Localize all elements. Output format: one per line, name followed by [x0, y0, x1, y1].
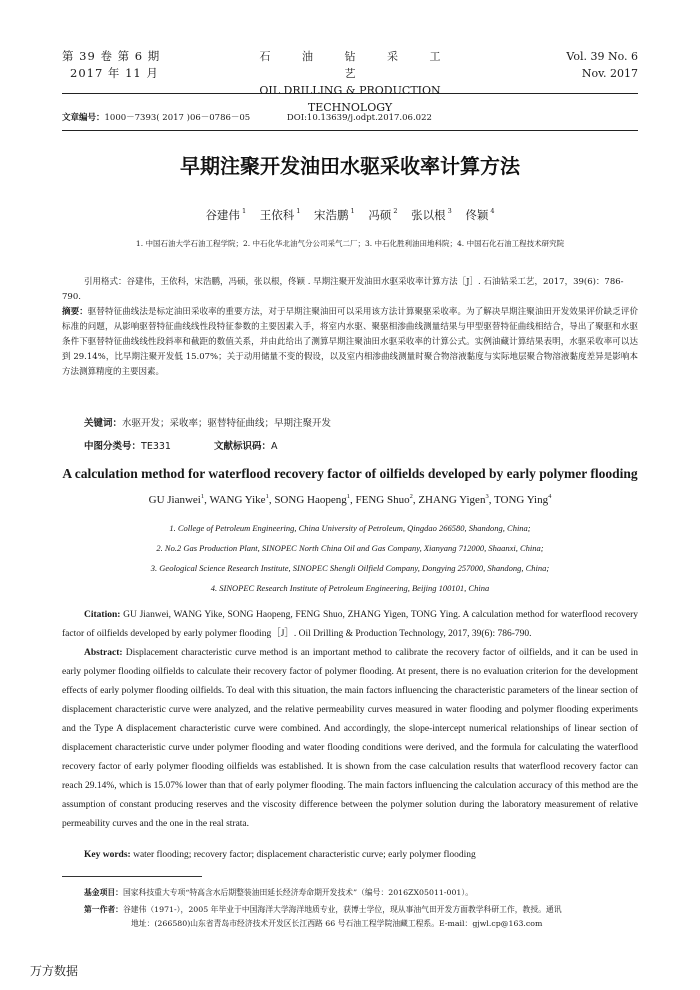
affiliations-cn: 1. 中国石油大学石油工程学院；2. 中石化华北油气分公司采气二厂；3. 中石化胜利油田地科院；4. 中国石化石油工程技术研究院 [135, 239, 565, 248]
author-cn: 王依科 $^1$ [259, 207, 301, 222]
issue-number-cn: 第 39 卷 第 6 期 [62, 49, 161, 63]
citation-cn [62, 275, 638, 305]
affiliation-en: 1. College of Petroleum Engineering, China University of Petroleum, Qingdao 266580, Shandong, China; [169, 523, 531, 533]
header-rule [62, 93, 638, 94]
issue-info-en [518, 48, 638, 82]
title-en: A calculation method for waterflood recovery factor of oilfields developed by early polymer flooding [62, 466, 638, 481]
author-cn: 张以根 $^3$ [411, 207, 452, 222]
article-number: 1000－7393( 2017 )06－0786－05 [104, 113, 251, 123]
abstract-en [62, 644, 638, 834]
issue-info-cn [62, 48, 202, 82]
author-cn: 冯硕 $^2$ [368, 207, 398, 222]
abstract-cn-label: 摘要： [62, 307, 88, 317]
author-en: ZHANG Yigen$^3$, [418, 493, 495, 506]
classification-cn [84, 438, 278, 452]
funding-note [84, 886, 638, 900]
citation-cn-label: 引用格式： [84, 277, 127, 287]
journal-name-en: OIL DRILLING & PRODUCTION TECHNOLOGY [259, 84, 441, 114]
doc-code: A [271, 441, 278, 452]
footnote-rule [62, 876, 202, 877]
first-author-text: 谷建伟（1971-），2005 年毕业于中国海洋大学海洋地质专业，获博士学位，现从事油气田开发方面教学科研工作，教授。通讯 [122, 905, 562, 914]
affiliations-en [62, 518, 638, 598]
author-list-en [62, 493, 638, 506]
keywords-en-label: Key words: [84, 850, 131, 860]
author-list-cn [62, 207, 638, 223]
author-cn: 谷建伟 $^1$ [205, 207, 247, 222]
wanfang-watermark: 万方数据 [30, 964, 79, 978]
author-en: GU Jianwei$^1$, [148, 493, 210, 506]
issue-date-cn: 2017 年 11 月 [70, 66, 159, 80]
keywords-en-text: water flooding; recovery factor; displacement characteristic curve; early polymer flooding [133, 850, 476, 860]
date-en: Nov. 2017 [581, 67, 638, 80]
citation-en-text: GU Jianwei, WANG Yike, SONG Haopeng, FENG Shuo, ZHANG Yigen, TONG Ying. A calculation method for waterflood recovery factor of oilfields developed by early polymer flooding［J］. Oil Drilling & Production Technology, 2017, 39(6): 786-790. [62, 610, 639, 639]
author-en: WANG Yike$^1$, [209, 493, 275, 506]
keywords-cn-text: 水驱开发；采收率；驱替特征曲线；早期注聚开发 [122, 418, 332, 429]
keywords-cn [84, 415, 331, 429]
clc-label: 中图分类号： [84, 441, 142, 452]
keywords-en [84, 850, 476, 860]
abstract-en-text: Displacement characteristic curve method is an important method to calibrate the recovery factor of oilfields, and it can be used in early polymer flooding oilfields to calculate their recovery factor of polymer flooding. At present, there is no evaluation criterion for the development effects of early polymer flooding oilfields. To deal with this situation, the main factors influencing the characteristic parameters of the linear section of displacement characteristic curve were analyzed, and the relative permeability curves measured in water flooding and polymer flooding experiments and the Type A displacement characteristic curve were combined. And accordingly, the slope-intercept numerical relationships of linear section of displacement characteristic curve under polymer flooding and water flooding conditions were derived, and the formula for calculating the waterflood recovery factor of early polymer flooding oilfields was established. It is shown from the case calculation results that waterflood recovery factor can reach 29.14%, which is 15.07% lower than that of early polymer flooding. The main factors influencing the calculation accuracy of this method are the assumption of constant producing reserves and the viscosity difference between the polymer solution during the laboratory measurement of relative permeability curves and the one in the real strata. [62, 648, 638, 829]
funding-label: 基金项目： [84, 888, 123, 897]
affiliation-en: 3. Geological Science Research Institute, SINOPEC Shengli Oilfield Company, Dongying 257000, Shandong, China; [150, 563, 550, 573]
meta-rule [62, 130, 638, 131]
doc-code-label: 文献标识码： [214, 441, 272, 452]
first-author-label: 第一作者： [84, 905, 123, 914]
journal-name [230, 48, 470, 116]
abstract-cn-text: 驱替特征曲线法是标定油田采收率的重要方法，对于早期注聚油田可以采用该方法计算聚驱采收率。为了解决早期注聚油田开发效果评价缺乏评价标准的问题，从影响驱替特征曲线线性段特征参数的主要因素入手，将室内水驱、聚驱相渗曲线测量结果与甲型驱替特征曲线相结合，导出了聚驱和水驱条件下驱替特征曲线线性段斜率和截距的数值关系，并由此给出了测算早期注聚油田水驱采收率的计算公式。实例油藏计算结果表明，水驱采收率可以达到 29.14%，比早期注聚开发低 15.07%；关于动用储量不变的假设，以及室内相渗曲线测量时聚合物溶液黏度与实际地层聚合物溶液黏度差异是影响本方法测算精度的主要因素。 [62, 307, 638, 377]
author-address: 地址：(266580)山东省青岛市经济技术开发区长江西路 66 号石油工程学院油藏工程系。E-mail：gjwl.cp@163.com [131, 919, 543, 928]
abstract-en-label: Abstract: [84, 648, 123, 658]
author-en: SONG Haopeng$^1$, [274, 493, 356, 506]
citation-en [62, 606, 638, 644]
first-author-note [84, 903, 638, 931]
keywords-cn-label: 关键词： [84, 418, 123, 429]
author-cn: 宋浩鹏 $^1$ [314, 207, 355, 222]
abstract-cn [62, 305, 638, 380]
page-title: 早期注聚开发油田水驱采收率计算方法 [180, 154, 520, 178]
author-en: FENG Shuo$^2$, [355, 493, 419, 506]
citation-en-label: Citation: [84, 610, 121, 620]
author-en: TONG Ying$^4$ [494, 493, 552, 506]
article-meta [62, 111, 432, 123]
citation-cn-text: 谷建伟，王依科，宋浩鹏，冯硕，张以根，佟颖 . 早期注聚开发油田水驱采收率计算方法［J］. 石油钻采工艺，2017，39(6)：786-790. [62, 277, 624, 302]
funding-text: 国家科技重大专项“特高含水后期整装油田延长经济寿命期开发技术”（编号：2016ZX05011-001）。 [122, 888, 474, 897]
article-number-label: 文章编号： [62, 113, 105, 123]
volume-en: Vol. 39 No. 6 [566, 50, 638, 63]
affiliation-en: 2. No.2 Gas Production Plant, SINOPEC North China Oil and Gas Company, Xianyang 712000, Shaanxi, China; [156, 543, 544, 553]
journal-name-cn: 石 油 钻 采 工 艺 [259, 50, 455, 80]
affiliation-en: 4. SINOPEC Research Institute of Petroleum Engineering, Beijing 100101, China [210, 583, 490, 593]
clc-code: TE331 [141, 441, 171, 452]
author-cn: 佟颖 $^4$ [465, 207, 495, 222]
doi: DOI:10.13639/j.odpt.2017.06.022 [286, 113, 432, 123]
